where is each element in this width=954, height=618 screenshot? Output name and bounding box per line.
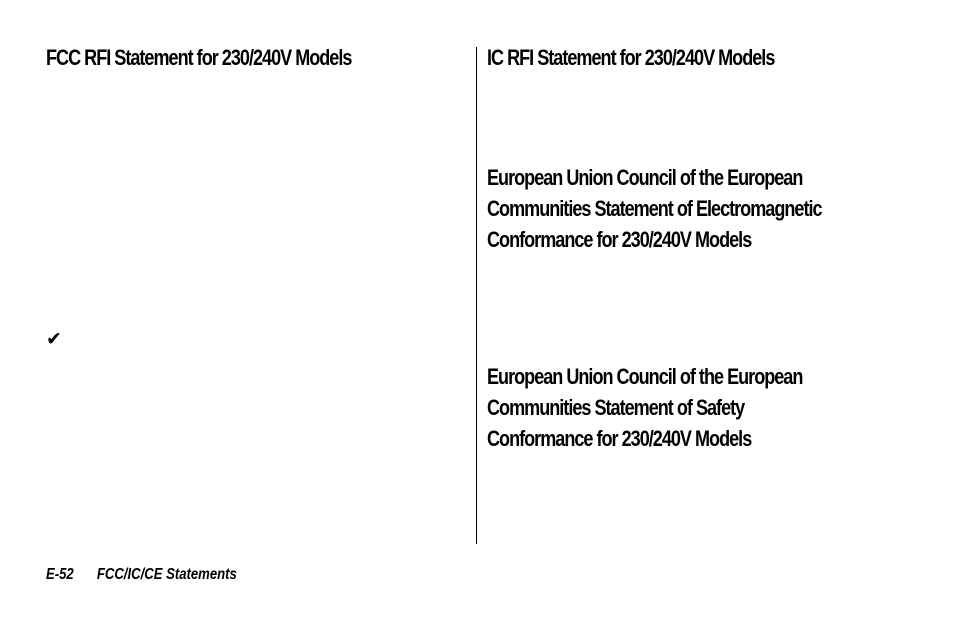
page-number: E-52	[46, 566, 74, 583]
checkmark-icon: ✔	[46, 328, 62, 350]
eu-emc-heading	[487, 162, 822, 255]
eu-safety-heading-line2: Communities Statement of Safety	[487, 395, 745, 420]
eu-emc-heading-line3: Conformance for 230/240V Models	[487, 227, 752, 252]
eu-safety-heading-line1: European Union Council of the European	[487, 364, 803, 389]
eu-emc-heading-line1: European Union Council of the European	[487, 165, 803, 190]
eu-safety-heading	[487, 361, 802, 454]
column-divider	[476, 47, 477, 544]
fcc-rfi-heading: FCC RFI Statement for 230/240V Models	[46, 45, 352, 70]
ic-rfi-heading: IC RFI Statement for 230/240V Models	[487, 45, 775, 70]
page-footer	[46, 565, 237, 585]
eu-safety-heading-line3: Conformance for 230/240V Models	[487, 426, 752, 451]
footer-section-title: FCC/IC/CE Statements	[96, 566, 237, 583]
eu-emc-heading-line2: Communities Statement of Electromagnetic	[487, 196, 822, 221]
